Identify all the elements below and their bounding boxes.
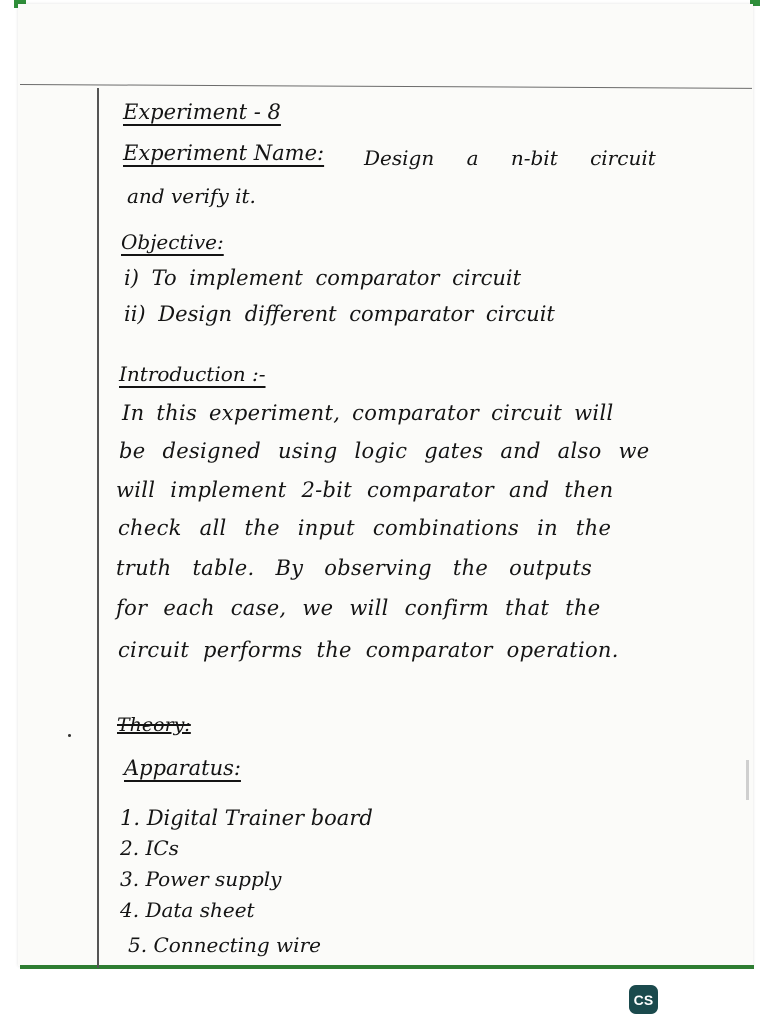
experiment-name-continued: and verify it.: [127, 184, 256, 208]
camscanner-logo: [629, 985, 658, 1014]
introduction-line: circuit performs the comparator operation.: [118, 638, 619, 662]
experiment-number: Experiment - 8: [123, 100, 281, 124]
paper-edge-mark: [746, 760, 749, 800]
camscanner-logo-text: CS: [633, 991, 654, 1008]
experiment-name-value: Design a n-bit circuit: [364, 146, 656, 170]
introduction-line: be designed using logic gates and also we: [119, 439, 650, 463]
apparatus-item: 4. Data sheet: [120, 898, 255, 922]
objective-item: ii) Design different comparator circuit: [124, 302, 555, 326]
theory-heading-struck: Theory:: [117, 714, 191, 736]
introduction-line: check all the input combinations in the: [118, 516, 612, 540]
objective-item: i) To implement comparator circuit: [124, 266, 522, 290]
introduction-line: truth table. By observing the outputs: [116, 556, 593, 580]
introduction-line: for each case, we will confirm that the: [116, 596, 601, 620]
background-edge: [20, 965, 754, 969]
apparatus-item: 3. Power supply: [120, 867, 282, 891]
apparatus-item: 1. Digital Trainer board: [120, 806, 373, 830]
apparatus-heading: Apparatus:: [124, 756, 241, 780]
apparatus-item: 2. ICs: [120, 836, 179, 860]
margin-rule: [97, 88, 99, 968]
apparatus-item: 5. Connecting wire: [128, 933, 321, 957]
introduction-line: In this experiment, comparator circuit will: [122, 401, 614, 425]
introduction-heading: Introduction :-: [119, 362, 266, 386]
objective-heading: Objective:: [121, 230, 224, 254]
experiment-name-label: Experiment Name:: [123, 141, 325, 165]
ink-dot: [68, 734, 71, 737]
introduction-line: will implement 2-bit comparator and then: [116, 478, 614, 502]
